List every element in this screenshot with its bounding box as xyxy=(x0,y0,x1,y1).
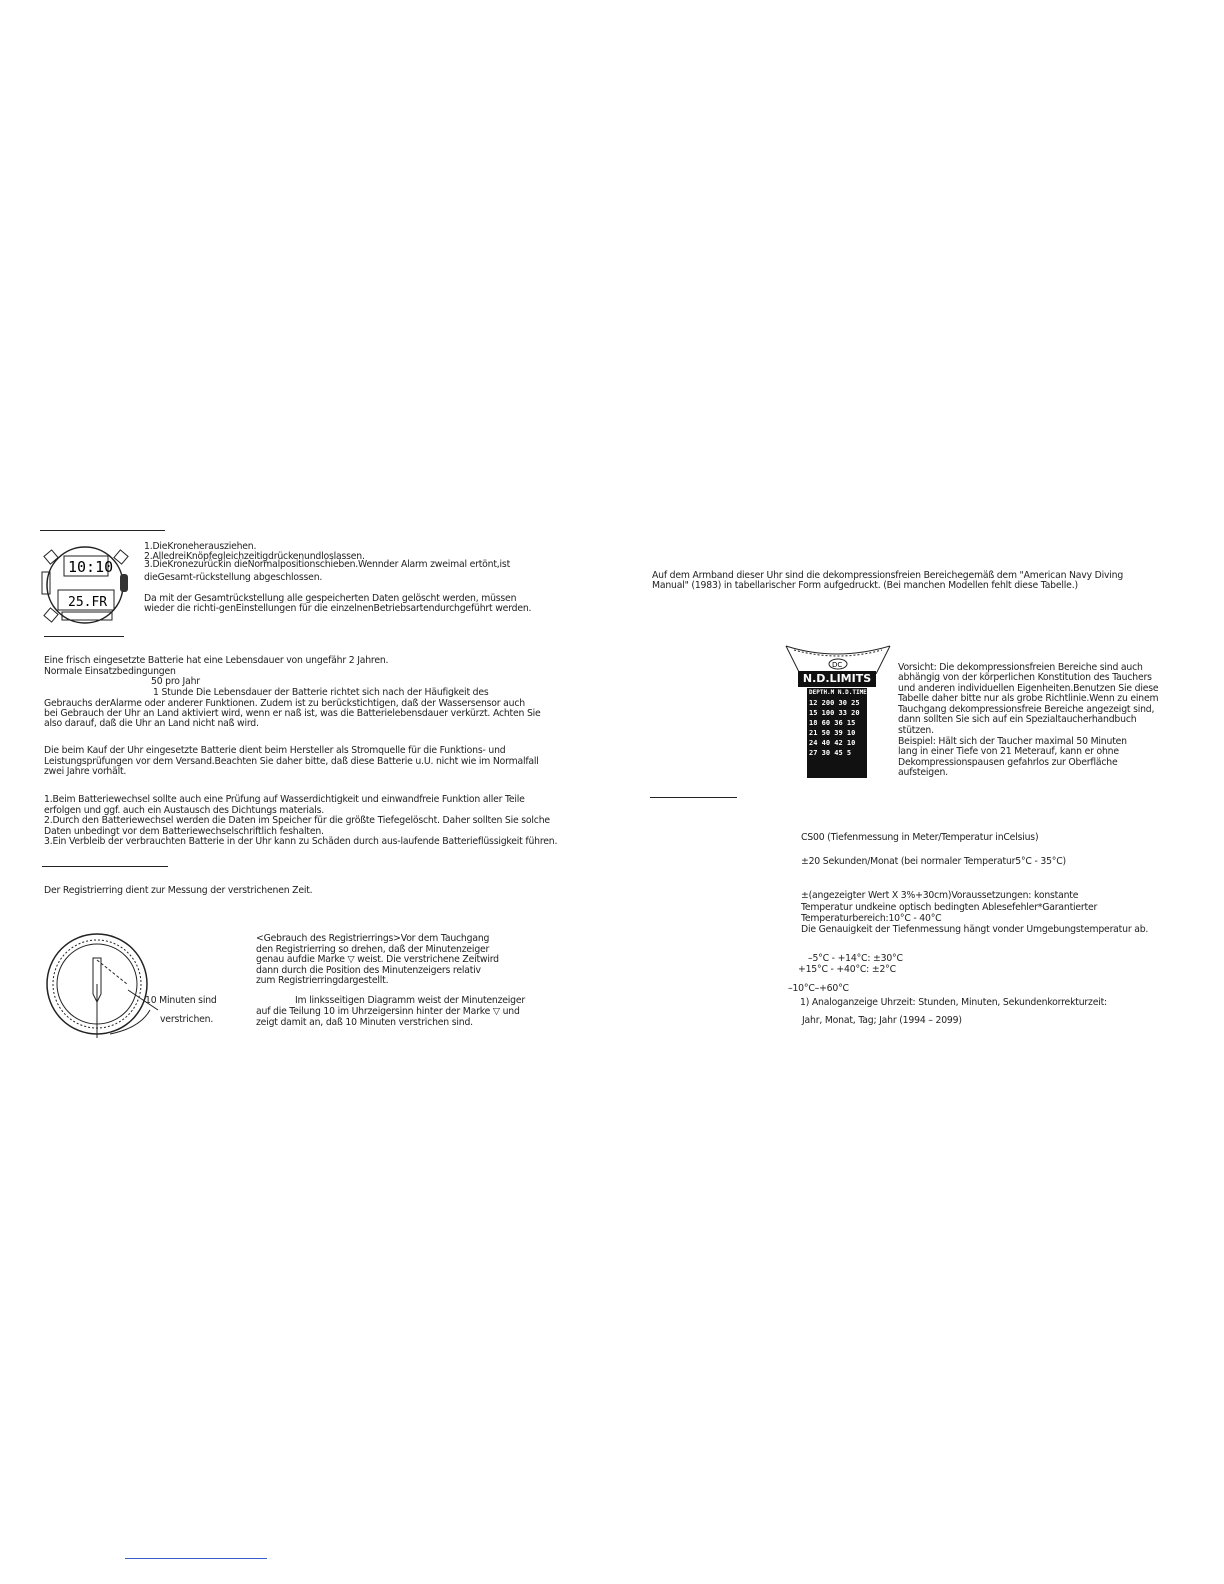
section-rule xyxy=(650,797,737,798)
reset-step: 1.DieKroneherausziehen. xyxy=(144,541,257,552)
caution-text: Dekompressionspausen gefahrlos zur Oberfläche xyxy=(898,757,1118,768)
battery-change-text: 3.Ein Verbleib der verbrauchten Batterie in der Uhr kann zu Schäden durch aus-laufende Batterieflüssigkeit führen. xyxy=(44,836,558,847)
nd-table-row: 15 100 33 20 xyxy=(809,709,860,717)
reset-step: dieGesamt-rückstellung abgeschlossen. xyxy=(144,572,323,583)
spec-depth: Temperaturbereich:10°C - 40°C xyxy=(801,913,942,924)
spec-depth: Temperatur undkeine optisch bedingten Ablesefehler*Garantierter xyxy=(801,902,1098,913)
nd-limits-title: N.D.LIMITS xyxy=(798,671,876,687)
caution-text: Vorsicht: Die dekompressionsfreien Bereiche sind auch xyxy=(898,662,1143,673)
footer-rule xyxy=(125,1558,267,1559)
spec-temp: +15°C - +40°C: ±2°C xyxy=(798,964,896,975)
battery-text: 1 Stunde Die Lebensdauer der Batterie richtet sich nach der Häufigkeit des xyxy=(153,687,489,698)
caution-text: Beispiel: Hält sich der Taucher maximal 50 Minuten xyxy=(898,736,1127,747)
caution-text: Tauchgang dekompressionsfreie Bereiche angezeigt sind, xyxy=(898,704,1155,715)
battery-factory-text: Die beim Kauf der Uhr eingesetzte Batterie dient beim Hersteller als Stromquelle für die Funktions- und xyxy=(44,745,506,756)
battery-text: 50 pro Jahr xyxy=(151,676,200,687)
spec-depth: ±(angezeigter Wert X 3%+30cm)Voraussetzungen: konstante xyxy=(801,890,1079,901)
bezel-use-text: den Registrierring so drehen, daß der Minutenzeiger xyxy=(256,944,490,955)
section-rule xyxy=(42,866,168,867)
nd-table-row: 18 60 36 15 xyxy=(809,719,856,727)
spec-model: CS00 (Tiefenmessung in Meter/Temperatur inCelsius) xyxy=(801,832,1039,843)
caution-text: abhängig von der körperlichen Konstitution des Tauchers xyxy=(898,672,1152,683)
strap-illustration xyxy=(784,642,892,674)
nd-table-row: 24 40 42 10 xyxy=(809,739,856,747)
battery-change-text: 1.Beim Batteriewechsel sollte auch eine Prüfung auf Wasserdichtigkeit und einwandfreie Funktion aller Teile xyxy=(44,794,525,805)
bezel-label: 10 Minuten sind xyxy=(145,995,217,1006)
bezel-use-text: zum Registrierringdargestellt. xyxy=(256,975,389,986)
bezel-use-text: <Gebrauch des Registrierrings>Vor dem Tauchgang xyxy=(256,933,490,944)
caution-text: aufsteigen. xyxy=(898,767,948,778)
reset-note: Da mit der Gesamtrückstellung alle gespeicherten Daten gelöscht werden, müssen xyxy=(144,593,517,604)
bezel-label: verstrichen. xyxy=(160,1014,214,1025)
battery-change-text: erfolgen und ggf. auch ein Austausch des Dichtungs materials. xyxy=(44,805,325,816)
svg-text:25.FR: 25.FR xyxy=(68,595,108,610)
bezel-illustration xyxy=(40,930,160,1038)
spec-depth: Die Genauigkeit der Tiefenmessung hängt vonder Umgebungstemperatur ab. xyxy=(801,924,1149,935)
nd-table-header: DEPTH.M N.D.TIME xyxy=(809,689,867,696)
spec-accuracy: ±20 Sekunden/Monat (bei normaler Temperatur5°C - 35°C) xyxy=(801,856,1066,867)
battery-text: also darauf, daß die Uhr an Land nicht naß wird. xyxy=(44,718,259,729)
bezel-use-text: genau aufdie Marke ▽ weist. Die verstrichene Zeitwird xyxy=(256,954,499,965)
bezel-intro: Der Registrierring dient zur Messung der verstrichenen Zeit. xyxy=(44,885,313,896)
nd-table-row: 12 200 30 25 xyxy=(809,699,860,707)
section-rule xyxy=(44,636,124,637)
battery-change-text: 2.Durch den Batteriewechsel werden die Daten im Speicher für die größte Tiefegelöscht. Daher sollten Sie solche xyxy=(44,815,550,826)
svg-text:DC: DC xyxy=(832,661,843,669)
caution-text: Tabelle daher bitte nur als grobe Richtlinie.Wenn zu einem xyxy=(898,693,1159,704)
nd-limits-table xyxy=(807,688,867,778)
spec-operating-temp: –10°C–+60°C xyxy=(788,983,849,994)
nd-table-row: 27 30 45 5 xyxy=(809,749,852,757)
bezel-example-text: Im linksseitigen Diagramm weist der Minutenzeiger xyxy=(295,995,526,1006)
reset-note: wieder die richti-genEinstellungen für die einzelnenBetriebsartendurchgeführt werden. xyxy=(144,603,532,614)
spec-functions: 1) Analoganzeige Uhrzeit: Stunden, Minuten, Sekundenkorrekturzeit: xyxy=(800,997,1107,1008)
reset-step: 2.AlledreiKnöpfegleichzeitigdrückenundloslassen. xyxy=(144,551,365,562)
bezel-example-text: auf die Teilung 10 im Uhrzeigersinn hinter der Marke ▽ und xyxy=(256,1006,520,1017)
battery-text: Gebrauchs derAlarme oder anderer Funktionen. Zudem ist zu berückstichtigen, daß der Wassersensor auch xyxy=(44,698,525,709)
section-rule xyxy=(40,530,165,531)
battery-factory-text: zwei Jahre vorhält. xyxy=(44,766,127,777)
battery-text: bei Gebrauch der Uhr an Land aktiviert wird, wenn er naß ist, was die Batterielebensdauer verkürzt. Achten Sie xyxy=(44,708,541,719)
caution-text: lang in einer Tiefe von 21 Meterauf, kann er ohne xyxy=(898,746,1119,757)
battery-text: Eine frisch eingesetzte Batterie hat eine Lebensdauer von ungefähr 2 Jahren. xyxy=(44,655,389,666)
battery-change-text: Daten unbedingt vor dem Batteriewechselschriftlich feshalten. xyxy=(44,826,324,837)
nd-intro: Auf dem Armband dieser Uhr sind die dekompressionsfreien Bereichegemäß dem "American Navy Diving xyxy=(652,570,1124,581)
spec-temp: –5°C - +14°C: ±30°C xyxy=(808,953,903,964)
bezel-use-text: dann durch die Position des Minutenzeigers relativ xyxy=(256,965,481,976)
bezel-example-text: zeigt damit an, daß 10 Minuten verstrichen sind. xyxy=(256,1017,473,1028)
caution-text: und anderen individuellen Eigenheiten.Benutzen Sie diese xyxy=(898,683,1159,694)
svg-text:10:10: 10:10 xyxy=(68,558,114,576)
battery-text: Normale Einsatzbedingungen xyxy=(44,666,176,677)
spec-calendar: Jahr, Monat, Tag; Jahr (1994 – 2099) xyxy=(802,1015,962,1026)
caution-text: dann sollten Sie sich auf ein Spezialtaucherhandbuch xyxy=(898,714,1137,725)
nd-table-row: 21 50 39 10 xyxy=(809,729,856,737)
nd-intro: Manual" (1983) in tabellarischer Form aufgedruckt. (Bei manchen Modellen fehlt diese Tabelle.) xyxy=(652,580,1078,591)
battery-factory-text: Leistungsprüfungen vor dem Versand.Beachten Sie daher bitte, daß diese Batterie u.U. nicht wie im Normalfall xyxy=(44,756,539,767)
watch-reset-illustration xyxy=(38,540,133,630)
caution-text: stützen. xyxy=(898,725,934,736)
reset-step: 3.DieKronezurückin dieNormalpositionschieben.Wennder Alarm zweimal ertönt,ist xyxy=(144,559,511,570)
